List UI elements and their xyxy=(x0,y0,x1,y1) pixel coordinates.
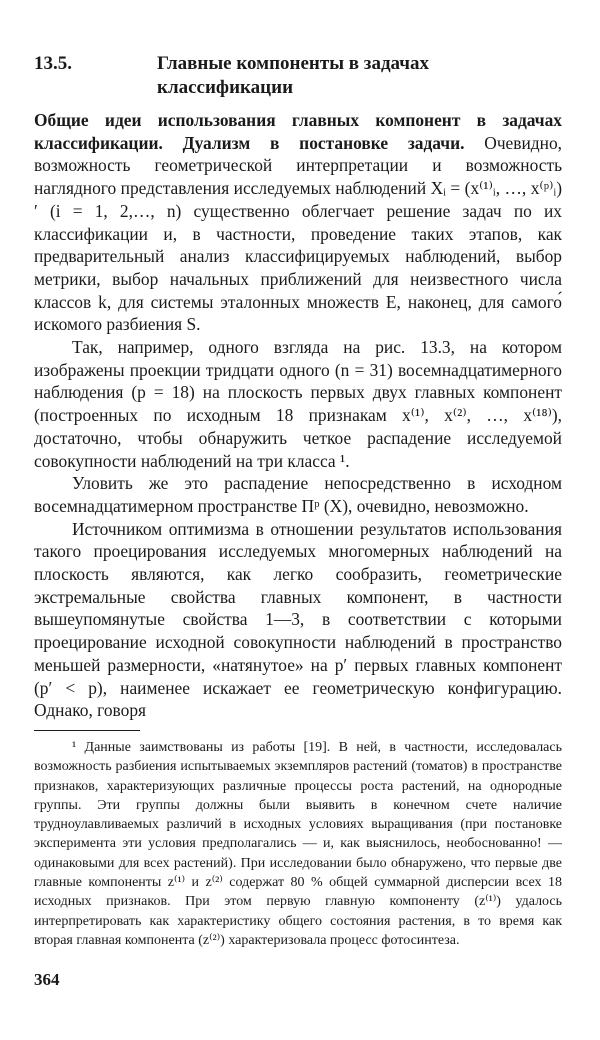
paragraph-4: Источником оптимизма в отношении результатов использования такого проецирования исследуемых многомерных наблюдений на плоскость являются, как легко сообразить, геометрические экстремальные свойства главных компонент, в частности вышеупомянутые свойства 1—3, в соответствии с которыми проецирование исходной совокупности наблюдений в пространство меньшей размерности, «натянутое» на p′ первых главных компонент (p′ < p), наименее искажает ее геометрическую конфигурацию. Однако, говоря xyxy=(34,518,562,721)
page-number: 364 xyxy=(34,970,60,989)
paragraph-1 xyxy=(34,109,562,336)
paragraph-lead: Общие идеи использования главных компонент в задачах классификации. Дуализм в постановке задачи. xyxy=(34,110,562,153)
footnote-text: ¹ Данные заимствованы из работы [19]. В ней, в частности, исследовалась возможность разбиения испытываемых экземпляров растений (томатов) в пространстве признаков, характеризующих различные процессы роста растений, на однородные группы. Эти группы должны были выявить в конечном счете наличие трудноулавливаемых различий в исходных условиях выращивания (при постановке эксперимента эти условия предполагались — и, как выяснилось, необоснованно! — одинаковыми для всех растений). При исследовании было обнаружено, что первые две главные компоненты z⁽¹⁾ и z⁽²⁾ содержат 80 % общей суммарной дисперсии всех 18 исходных признаков. При этом первую главную компоненту (z⁽¹⁾) удалось интерпретировать как характеристику общего состояния растения, в то время как вторая главная компонента (z⁽²⁾) характеризовала процесс фотосинтеза. xyxy=(34,740,562,948)
footnote-divider xyxy=(34,730,140,731)
book-page xyxy=(34,0,562,1040)
paragraph-1-body: Очевидно, возможность геометрической интерпретации и возможность наглядного представления исследуемых наблюдений Xᵢ = (x⁽¹⁾ᵢ, …, x⁽ᵖ⁾ᵢ)′ (i = 1, 2,…, n) существенно облегчает решение задач по их классификации и, в частности, проведение таких этапов, как предварительный анализ классифицируемых наблюдений, выбор метрики, выбор начальных приближений для неизвестного числа классов k, для системы эталонных множеств E, наконец, для самого́ искомого разбиения S. xyxy=(34,132,562,335)
main-text xyxy=(34,109,562,722)
section-number: 13.5. xyxy=(34,53,72,74)
paragraph-3: Уловить же это распадение непосредственно в исходном восемнадцатимерном пространстве Пᵖ (X), очевидно, невозможно. xyxy=(34,473,562,516)
footnote xyxy=(34,738,562,950)
paragraph-2: Так, например, одного взгляда на рис. 13.3, на котором изображены проекции тридцати одного (n = 31) восемнадцатимерного наблюдения (p = 18) на плоскость первых двух главных компонент (построенных по исходным 18 признакам x⁽¹⁾, x⁽²⁾, …, x⁽¹⁸⁾), достаточно, чтобы обнаружить четкое распадение исследуемой совокупности наблюдений на три класса ¹. xyxy=(34,337,562,471)
section-title: Главные компоненты в задачах классификации xyxy=(157,53,430,98)
